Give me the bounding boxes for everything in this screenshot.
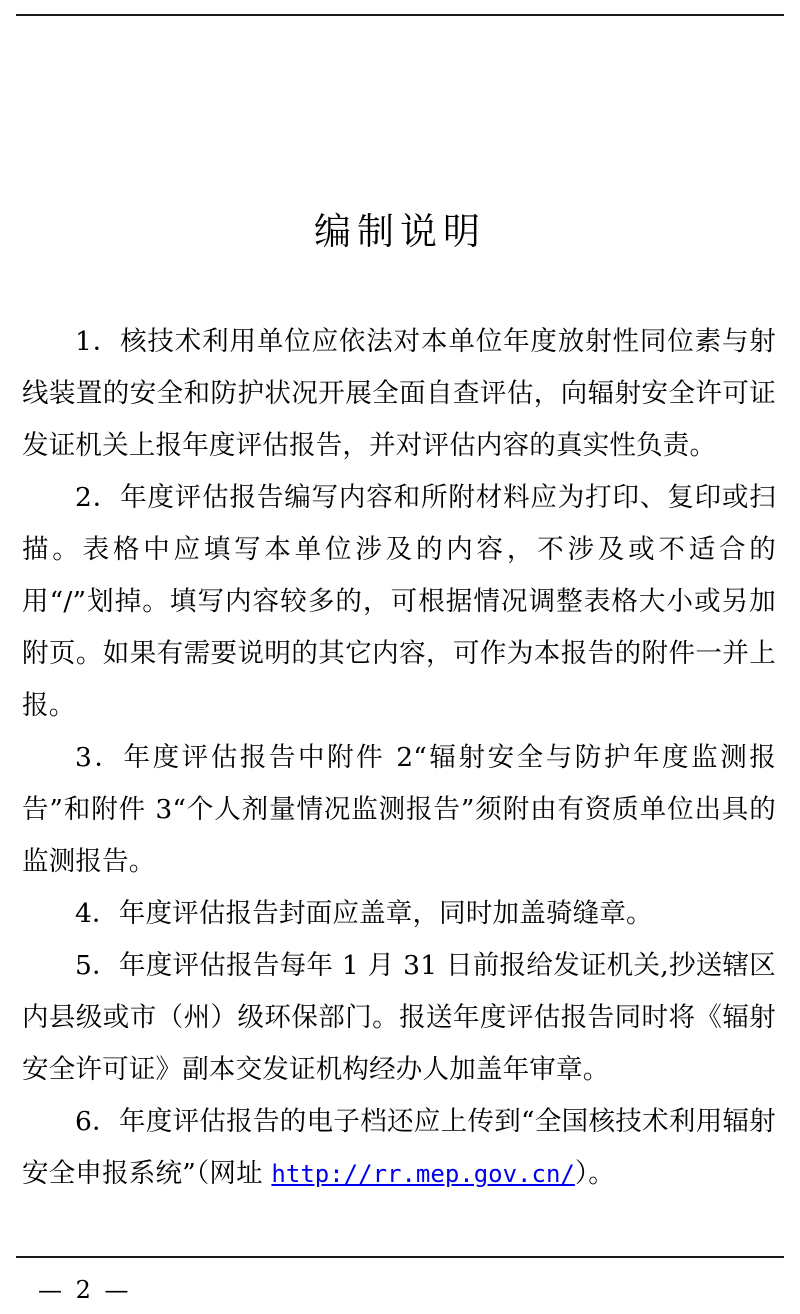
declaration-system-link[interactable]: http://rr.mep.gov.cn/: [271, 1160, 575, 1189]
body-text: [16, 316, 784, 1200]
paragraph-6: [16, 1096, 784, 1200]
paragraph-1: 1．核技术利用单位应依法对本单位年度放射性同位素与射线装置的安全和防护状况开展全面自查评估，向辐射安全许可证发证机关上报年度评估报告，并对评估内容的真实性负责。: [22, 326, 776, 462]
page-content: [16, 14, 784, 1258]
page-number: — 2 —: [38, 1276, 132, 1304]
paragraph-3: 3．年度评估报告中附件 2“辐射安全与防护年度监测报告”和附件 3“个人剂量情况监测报告”须附由有资质单位出具的监测报告。: [22, 742, 776, 878]
page-title: 编制说明: [314, 210, 486, 253]
paragraph-5: 5．年度评估报告每年 1 月 31 日前报给发证机关,抄送辖区内县级或市（州）级环保部门。报送年度评估报告同时将《辐射安全许可证》副本交发证机构经办人加盖年审章。: [22, 950, 776, 1086]
paragraph-6-text-before-link: 6．年度评估报告的电子档还应上传到“全国核技术利用辐射安全申报系统”（网址: [22, 1106, 776, 1190]
paragraph-4: 4．年度评估报告封面应盖章，同时加盖骑缝章。: [75, 898, 653, 930]
paragraph-2: 2．年度评估报告编写内容和所附材料应为打印、复印或扫描。表格中应填写本单位涉及的内容，不涉及或不适合的用“/”划掉。填写内容较多的，可根据情况调整表格大小或另加附页。如果有需要说明的其它内容，可作为本报告的附件一并上报。: [22, 482, 776, 722]
paragraph-6-text-after-link: ）。: [574, 1158, 616, 1190]
